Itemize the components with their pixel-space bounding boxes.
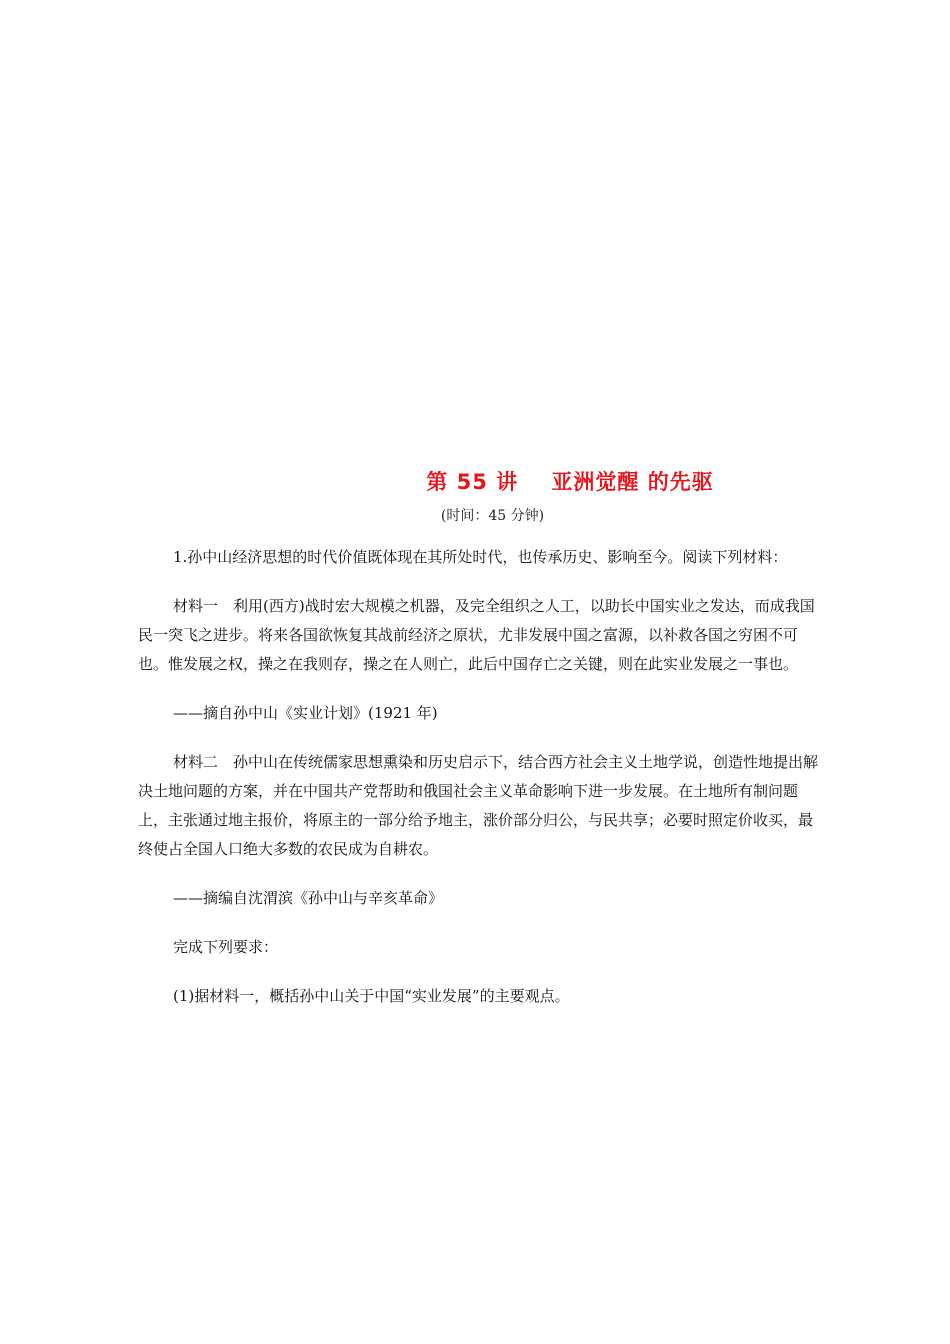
time-note: (时间：45 分钟) (440, 508, 545, 524)
material-one-text: 材料一 利用(西方)战时宏大规模之机器，及完全组织之人工，以助长中国实业之发达，而成我国民一突飞之进步。将来各国欲恢复其战前经济之原状，尤非发展中国之富源，以补救各国之穷困不可也。惟发展之权，操之在我则存，操之在人则亡，此后中国存亡之关键，则在此实业发展之一事也。 (138, 597, 815, 673)
question-body (138, 543, 820, 1011)
material-two-source: ——摘编自沈渭滨《孙中山与辛亥革命》 (173, 889, 444, 907)
instruction-text: 完成下列要求： (173, 938, 279, 956)
lesson-title: 第 55 讲 亚洲觉醒 的先驱 (426, 470, 714, 494)
question-intro: 1.孙中山经济思想的时代价值既体现在其所处时代，也传承历史、影响至今。阅读下列材料： (173, 548, 788, 566)
material-two-text: 材料二 孙中山在传统儒家思想熏染和历史启示下，结合西方社会主义土地学说，创造性地提出解决土地问题的方案，并在中国共产党帮助和俄国社会主义革命影响下进一步发展。在土地所有制问题上，主张通过地主报价，将原主的一部分给予地主，涨价部分归公，与民共享；必要时照定价收买，最终使占全国人口绝大多数的农民成为自耕农。 (138, 753, 819, 858)
sub-question-1: (1)据材料一，概括孙中山关于中国“实业发展”的主要观点。 (173, 987, 570, 1005)
material-one-source: ——摘自孙中山《实业计划》(1921 年) (173, 704, 438, 722)
